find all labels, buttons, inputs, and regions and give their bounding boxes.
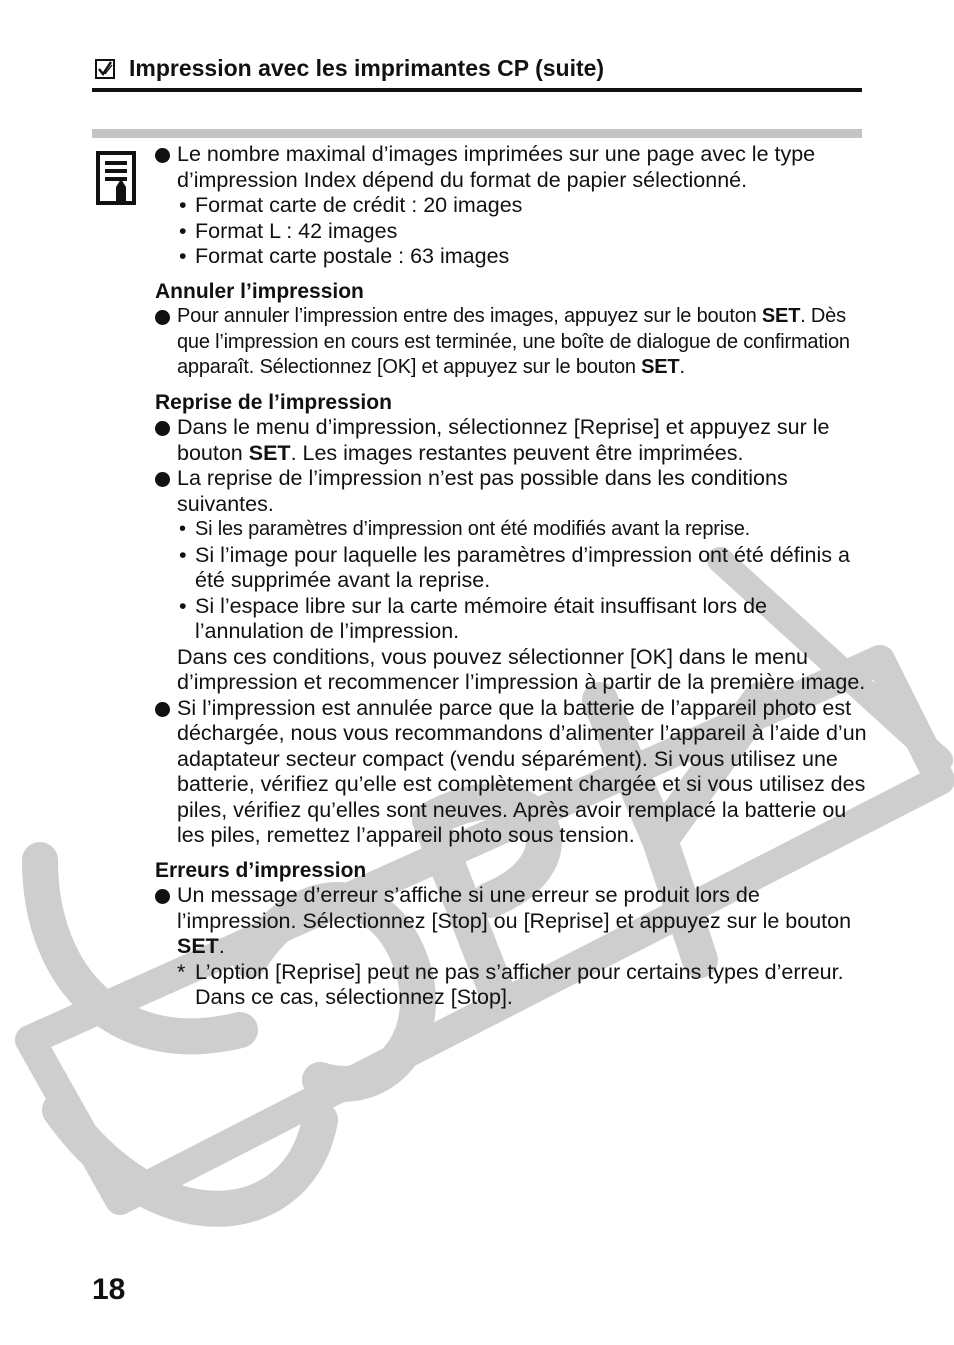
page-title: Impression avec les imprimantes CP (suite)	[129, 55, 605, 81]
condition-item: • Si les paramètres d’impression ont été modifiés avant la reprise.	[179, 518, 751, 540]
cancel-heading: Annuler l’impression	[155, 279, 364, 303]
set-button-label: SET	[177, 934, 219, 958]
footnote: * L’option [Reprise] peut ne pas s’afficher pour certains types d’erreur. Dans ce cas, sélectionnez [Stop].	[177, 959, 844, 1009]
bullet-dot	[155, 310, 170, 325]
bullet-dot	[155, 421, 170, 436]
page-header	[92, 54, 862, 90]
bullet-dot	[155, 889, 170, 904]
errors-heading: Erreurs d’impression	[155, 858, 367, 882]
note-content	[155, 142, 867, 1011]
condition-item: • Si l’image pour laquelle les paramètres d’impression ont été définis a été supprimée avant la reprise.	[179, 542, 850, 592]
list-item: Pour annuler l’impression entre des images, appuyez sur le bouton SET. Dès que l’impression en cours est terminée, une boîte de dialogue de confirmation apparaît. Sélectionnez [OK] et appuyez sur le bouton SET.	[155, 304, 867, 381]
header-rule	[92, 88, 862, 92]
bullet-dot	[155, 148, 170, 163]
section-divider	[92, 129, 862, 138]
format-item: • Format carte postale : 63 images	[179, 244, 510, 268]
conditions-note: Dans ces conditions, vous pouvez sélectionner [OK] dans le menu d’impression et recommencer l’impression à partir de la première image.	[177, 644, 866, 694]
pencil-check-icon	[95, 59, 115, 79]
set-button-label: SET	[248, 440, 291, 465]
list-item: Dans le menu d’impression, sélectionnez [Reprise] et appuyez sur le bouton SET. Les images restantes peuvent être imprimées.	[155, 415, 867, 466]
list-item: Un message d’erreur s’affiche si une erreur se produit lors de l’impression. Sélectionnez [Stop] ou [Reprise] et appuyez sur le bouton SET.	[155, 883, 867, 960]
condition-item: • Si l’espace libre sur la carte mémoire était insuffisant lors de l’annulation de l’impression.	[179, 593, 767, 643]
list-item: La reprise de l’impression n’est pas possible dans les conditions suivantes.	[155, 466, 867, 517]
format-item: • Format carte de crédit : 20 images	[179, 193, 523, 217]
memo-pencil-icon	[96, 151, 138, 207]
format-item: • Format L : 42 images	[179, 218, 398, 243]
list-item	[155, 142, 867, 193]
resume-heading: Reprise de l’impression	[155, 390, 392, 414]
bullet-dot	[155, 472, 170, 487]
set-button-label: SET	[641, 356, 680, 378]
index-limit-text: Le nombre maximal d’images imprimées sur une page avec le type d’impression Index dépend du format de papier sélectionné.	[177, 142, 816, 192]
list-item: Si l’impression est annulée parce que la batterie de l’appareil photo est déchargée, nous vous recommandons d’alimenter l’appareil à l’aide d’un adaptateur secteur compact (vendu séparément). Si vous utilisez une batterie, vérifiez qu’elle est complètement chargée et si vous utilisez des piles, vérifiez qu’elles sont neuves. Après avoir remplacé la batterie ou les piles, remettez l’appareil photo sous tension.	[155, 696, 867, 849]
bullet-dot	[155, 702, 170, 717]
page-number: 18	[92, 1273, 126, 1306]
set-button-label: SET	[761, 305, 801, 327]
